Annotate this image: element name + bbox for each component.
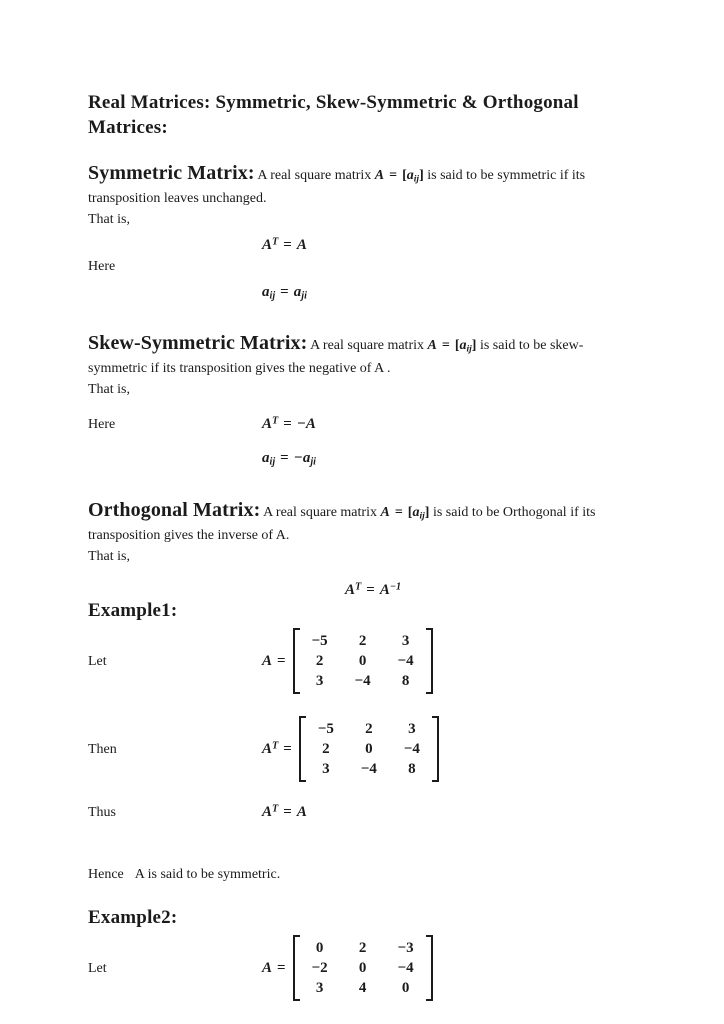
math-equals: = [277,652,286,669]
matrix-cell: 2 [365,721,373,738]
matrix-cell: 3 [315,980,324,997]
math-var: A [262,237,273,254]
math-subscript: ij [269,290,276,302]
skew-that-is: That is, [88,382,130,398]
skew-here-row [88,414,640,435]
hence-label: Hence [88,867,124,883]
example1-heading: Example1: [88,600,178,622]
math-open-bracket: [ [407,504,413,520]
matrix-AT-lhs [262,741,297,758]
matrix-bracket-left [299,716,306,782]
matrix-cell: 2 [358,633,367,650]
skew-heading: Skew-Symmetric Matrix: [88,332,308,355]
orthogonal-intro-pre: A real square matrix [263,504,377,520]
equation-symmetric-transpose [262,236,640,256]
inline-matrix-definition [380,505,429,520]
math-close-bracket: ] [471,338,477,354]
matrix-A-example2 [293,935,433,1001]
symmetric-here: Here [88,258,116,274]
math-var: a [262,450,270,467]
matrix-cell: 3 [401,633,410,650]
math-var: a [412,504,420,520]
math-subscript: ji [301,290,307,302]
matrix-cell: 0 [315,940,324,957]
math-var: a [459,338,467,354]
math-var: a [406,168,414,184]
equation-orthogonal-transpose [345,581,640,601]
math-open-bracket: [ [402,168,407,184]
math-var: A [345,581,356,598]
example2-heading: Example2: [88,907,178,929]
skew-here: Here [88,417,116,433]
math-equals: = [277,959,286,976]
math-var: A [379,581,390,598]
orthogonal-definition [88,495,636,546]
matrix-cell: 2 [358,940,367,957]
math-superscript: −1 [389,581,402,593]
math-equals: = [283,415,292,432]
example1-thus-row [88,802,640,823]
matrix-A-lhs [262,653,291,670]
equation-skew-transpose [262,415,316,435]
matrix-cell: 8 [401,673,410,690]
math-superscript: T [272,415,279,427]
matrix-bracket-right [432,716,439,782]
matrix-cell: 4 [358,980,367,997]
matrix-bracket-right [426,628,433,694]
then-label: Then [88,741,117,757]
math-var: A [262,652,273,669]
orthogonal-that-is: That is, [88,548,130,564]
let-label: Let [88,960,107,976]
orthogonal-heading: Orthogonal Matrix: [88,498,261,521]
math-superscript: T [272,803,279,815]
math-equals: = [280,450,289,467]
math-close-bracket: ] [419,168,424,184]
math-close-bracket: ] [424,504,430,520]
matrix-bracket-left [293,935,300,1001]
symmetric-that-is: That is, [88,212,130,228]
matrix-cell: −5 [317,721,334,738]
matrix-cell: 0 [358,960,367,977]
inline-matrix-definition [375,168,424,183]
symmetric-intro-pre: A real square matrix [257,168,372,184]
math-var: A [380,504,390,520]
matrix-cell: 3 [315,673,324,690]
orthogonal-intro-post: is said to be Orthogonal if its transposition gives the inverse of A. [88,504,596,543]
matrix-cell: 3 [408,721,416,738]
math-equals: = [283,740,292,757]
math-var: A [427,338,437,354]
math-superscript: T [272,740,279,752]
matrix-cell: −4 [397,653,414,670]
math-var: A [262,740,273,757]
math-var: −a [293,450,311,467]
example2-let-row [88,935,640,1001]
matrix-cell: 2 [322,741,330,758]
matrix-cell: 2 [315,653,324,670]
symmetric-definition [88,158,636,209]
matrix-cell: 3 [322,761,330,778]
hence-text: A is said to be symmetric. [134,867,281,883]
matrix-cell: 0 [401,980,410,997]
math-subscript: ij [466,344,472,355]
math-var: A [296,803,307,820]
matrix-cells [300,935,426,1001]
matrix-cell: −4 [397,960,414,977]
math-superscript: T [272,236,279,248]
skew-definition [88,328,636,379]
matrix-cell: 8 [408,761,416,778]
matrix-cells [306,716,432,782]
matrix-cells [300,628,426,694]
matrix-AT-example1 [299,716,439,782]
math-equals: = [366,581,375,598]
math-var: −A [296,415,316,432]
math-var: A [374,168,385,184]
math-equals: = [441,338,450,354]
math-equals: = [280,283,289,300]
math-equals: = [283,803,292,820]
skew-intro-post: is said to be skew-symmetric if its transposition gives the negative of A . [88,338,584,377]
math-var: a [262,283,270,300]
math-subscript: ji [310,456,316,468]
page-title: Real Matrices: Symmetric, Skew-Symmetric & Orthogonal Matrices: [88,92,579,139]
matrix-bracket-right [426,935,433,1001]
math-subscript: ij [419,511,425,522]
matrix-cell: −5 [311,633,328,650]
math-equals: = [389,168,398,184]
math-equals: = [283,237,292,254]
math-subscript: ij [269,456,276,468]
thus-label: Thus [88,805,116,821]
math-var: A [296,237,307,254]
math-open-bracket: [ [454,338,460,354]
symmetric-intro-post: is said to be symmetric if its transposition leaves unchanged. [88,168,586,207]
matrix-bracket-left [293,628,300,694]
matrix-cell: −4 [360,761,377,778]
equation-thus [262,803,307,823]
math-var: A [262,803,273,820]
math-var: A [262,415,273,432]
let-label: Let [88,653,107,669]
matrix-cell: −3 [397,940,414,957]
math-var: a [293,283,302,300]
inline-matrix-definition [428,338,477,353]
example1-hence-row [88,867,640,883]
math-superscript: T [355,581,362,593]
math-var: A [262,959,273,976]
matrix-cell: −4 [403,741,420,758]
matrix-cell: 0 [358,653,367,670]
example1-then-row [88,716,640,782]
math-equals: = [394,504,403,520]
matrix-A-example1 [293,628,433,694]
skew-intro-pre: A real square matrix [310,338,424,354]
matrix-cell: 0 [365,741,373,758]
example1-let-row [88,628,640,694]
matrix-cell: −2 [311,960,328,977]
symmetric-heading: Symmetric Matrix: [88,162,255,185]
matrix-A-lhs [262,960,291,977]
math-subscript: ij [413,174,420,185]
matrix-cell: −4 [354,673,371,690]
equation-symmetric-entries [262,283,640,303]
equation-skew-entries [262,449,640,469]
